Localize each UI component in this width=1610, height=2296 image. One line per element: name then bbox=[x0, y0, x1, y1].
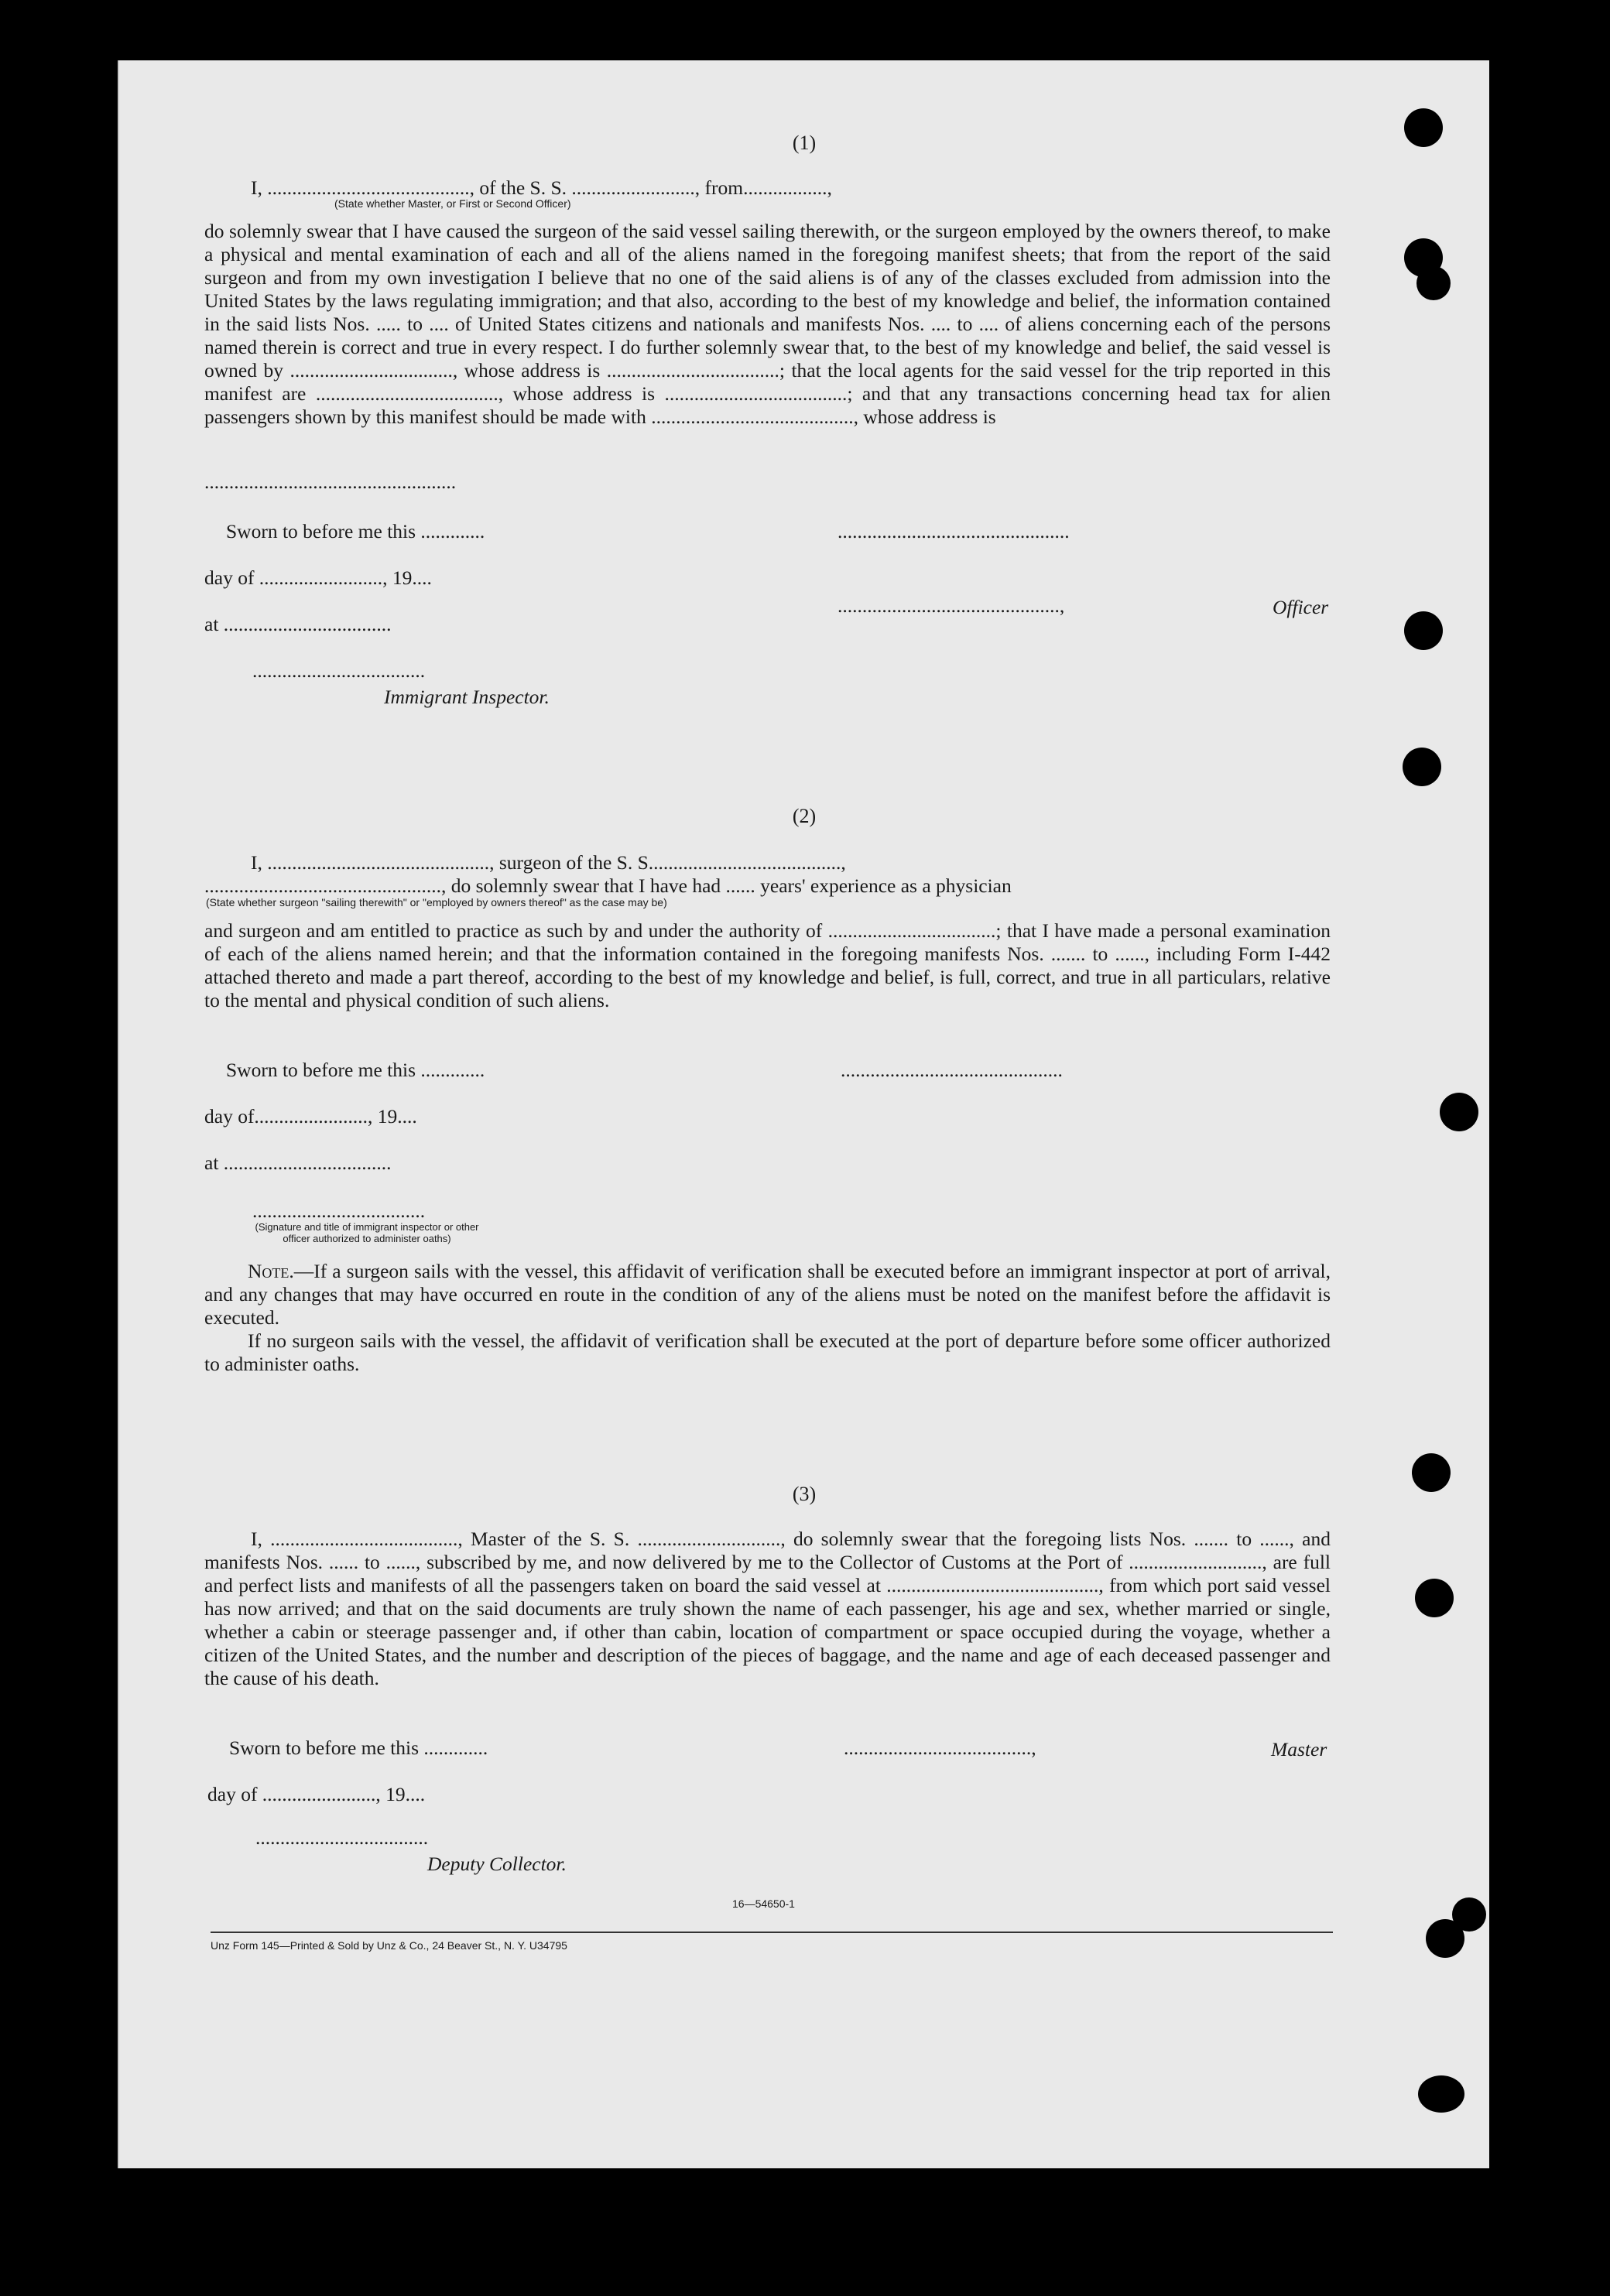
note-text-2: If no surgeon sails with the vessel, the affidavit of verification shall be executed at the port of departure before some officer authorized to administer oaths. bbox=[204, 1329, 1331, 1375]
section-1-tail-dots: ................................................... bbox=[204, 470, 457, 493]
punch-hole bbox=[1415, 1579, 1454, 1617]
form-page bbox=[118, 60, 1489, 2168]
section-2-line-2: ................................................, do solemnly swear that I have had ...... years' experience as a physician bbox=[204, 874, 1012, 897]
section-3-number: (3) bbox=[792, 1483, 817, 1505]
section-1-signature-dots: ............................................... bbox=[838, 520, 1070, 542]
form-number: 16—54650-1 bbox=[732, 1897, 795, 1910]
section-2-authority-dots: ................................... bbox=[252, 1199, 426, 1222]
printer-imprint: Unz Form 145—Printed & Sold by Unz & Co., 24 Beaver St., N. Y. U34795 bbox=[211, 1939, 567, 1952]
section-2-sworn: Sworn to before me this ............. bbox=[226, 1059, 485, 1081]
section-1-officer-dots: ............................................., bbox=[838, 594, 1065, 617]
section-1-officer-label: Officer bbox=[1273, 596, 1329, 618]
section-3-master-label: Master bbox=[1271, 1738, 1327, 1760]
section-1-sworn: Sworn to before me this ............. bbox=[226, 520, 485, 542]
section-2-body: and surgeon and am entitled to practice as such by and under the authority of ..................................; that I have made a personal examination of each of the aliens named herein; and that the information contained in the foregoing manifests Nos. ....... to ......, including Form I-442 attached thereto and made a part thereof, according to the best of my knowledge and belief, is full, correct, and true in all particulars, relative to the mental and physical condition of such aliens. bbox=[204, 919, 1331, 1011]
section-1-caption: (State whether Master, or First or Second Officer) bbox=[334, 197, 571, 210]
section-2-note bbox=[204, 1260, 1331, 1376]
section-2-at: at .................................. bbox=[204, 1151, 392, 1174]
punch-hole bbox=[1416, 266, 1451, 300]
footer-rule bbox=[211, 1932, 1333, 1933]
section-3-body: I, ......................................, Master of the S. S. ............................., do solemnly swear that the foregoing lists Nos. ....... to ......, and manifests Nos. ...... to ......, subscribed by me, and now delivered by me to the Collector of Customs at the Port of ..........................., are full and perfect lists and manifests of all the passengers taken on board the said vessel at ..........................................., from which port said vessel has now arrived; and that on the said documents are truly shown the name of each passenger, his age and sex, whether married or single, whether a cabin or steerage passenger and, if other than cabin, location of compartment or space occupied during the voyage, whether a citizen of the United States, and the number and description of the pieces of baggage, and the name and age of each deceased passenger and the cause of his death. bbox=[204, 1528, 1331, 1689]
section-2-authority-caption: (Signature and title of immigrant inspector or other officer authorized to administer oaths) bbox=[255, 1221, 479, 1244]
section-2-caption: (State whether surgeon "sailing therewith" or "employed by owners thereof" as the case may be) bbox=[206, 896, 667, 908]
section-3-collector-dots: ................................... bbox=[255, 1826, 429, 1849]
section-1-body: do solemnly swear that I have caused the surgeon of the said vessel sailing therewith, or the surgeon employed by the owners thereof, to make a physical and mental examination of each and all of the aliens named in the foregoing manifest sheets; that from the report of the said surgeon and from my own investigation I believe that no one of the said aliens is of any of the classes excluded from admission into the United States by the laws regulating immigration; and that also, according to the best of my knowledge and belief, the information contained in the said lists Nos. ..... to .... of United States citizens and nationals and manifests Nos. .... to .... of aliens concerning each of the persons named therein is correct and true in every respect. I do further solemnly swear that, to the best of my knowledge and belief, the said vessel is owned by ................................., whose address is ...................................; that the local agents for the said vessel for the trip reported in this manifest are ....................................., whose address is .....................................; and that any transactions concerning head tax for alien passengers shown by this manifest should be made with ........................................., whose address is bbox=[204, 220, 1331, 428]
section-1-day: day of ........................., 19.... bbox=[204, 566, 432, 589]
section-3-collector-label: Deputy Collector. bbox=[427, 1853, 567, 1875]
punch-hole bbox=[1440, 1093, 1478, 1131]
section-3-sworn: Sworn to before me this ............. bbox=[229, 1737, 488, 1759]
section-2-day: day of......................., 19.... bbox=[204, 1105, 417, 1127]
section-2-number: (2) bbox=[792, 805, 817, 827]
section-1-at: at .................................. bbox=[204, 613, 392, 635]
section-1-inspector-label: Immigrant Inspector. bbox=[384, 686, 550, 708]
section-1-inspector-dots: ................................... bbox=[252, 659, 426, 682]
section-1-number: (1) bbox=[792, 132, 817, 154]
punch-hole bbox=[1404, 611, 1443, 650]
note-text-1: —If a surgeon sails with the vessel, this affidavit of verification shall be executed before an immigrant inspector at port of arrival, and any changes that may have occurred en route in the condition of any of the aliens must be noted on the manifest before the affidavit is executed. bbox=[204, 1260, 1331, 1329]
section-3-master-dots: ......................................, bbox=[844, 1737, 1036, 1759]
section-2-line-1: I, ............................................., surgeon of the S. S......................................., bbox=[251, 851, 846, 874]
punch-hole bbox=[1412, 1453, 1451, 1492]
section-1-line: I, ........................................., of the S. S. ........................., from................., bbox=[251, 176, 832, 199]
punch-hole bbox=[1404, 108, 1443, 147]
section-3-day: day of ......................., 19.... bbox=[207, 1783, 426, 1805]
section-2-signature-dots: ............................................. bbox=[841, 1059, 1063, 1081]
punch-hole bbox=[1452, 1897, 1486, 1932]
punch-hole bbox=[1418, 2075, 1464, 2113]
punch-hole bbox=[1403, 748, 1441, 786]
note-label: Note. bbox=[248, 1260, 294, 1282]
